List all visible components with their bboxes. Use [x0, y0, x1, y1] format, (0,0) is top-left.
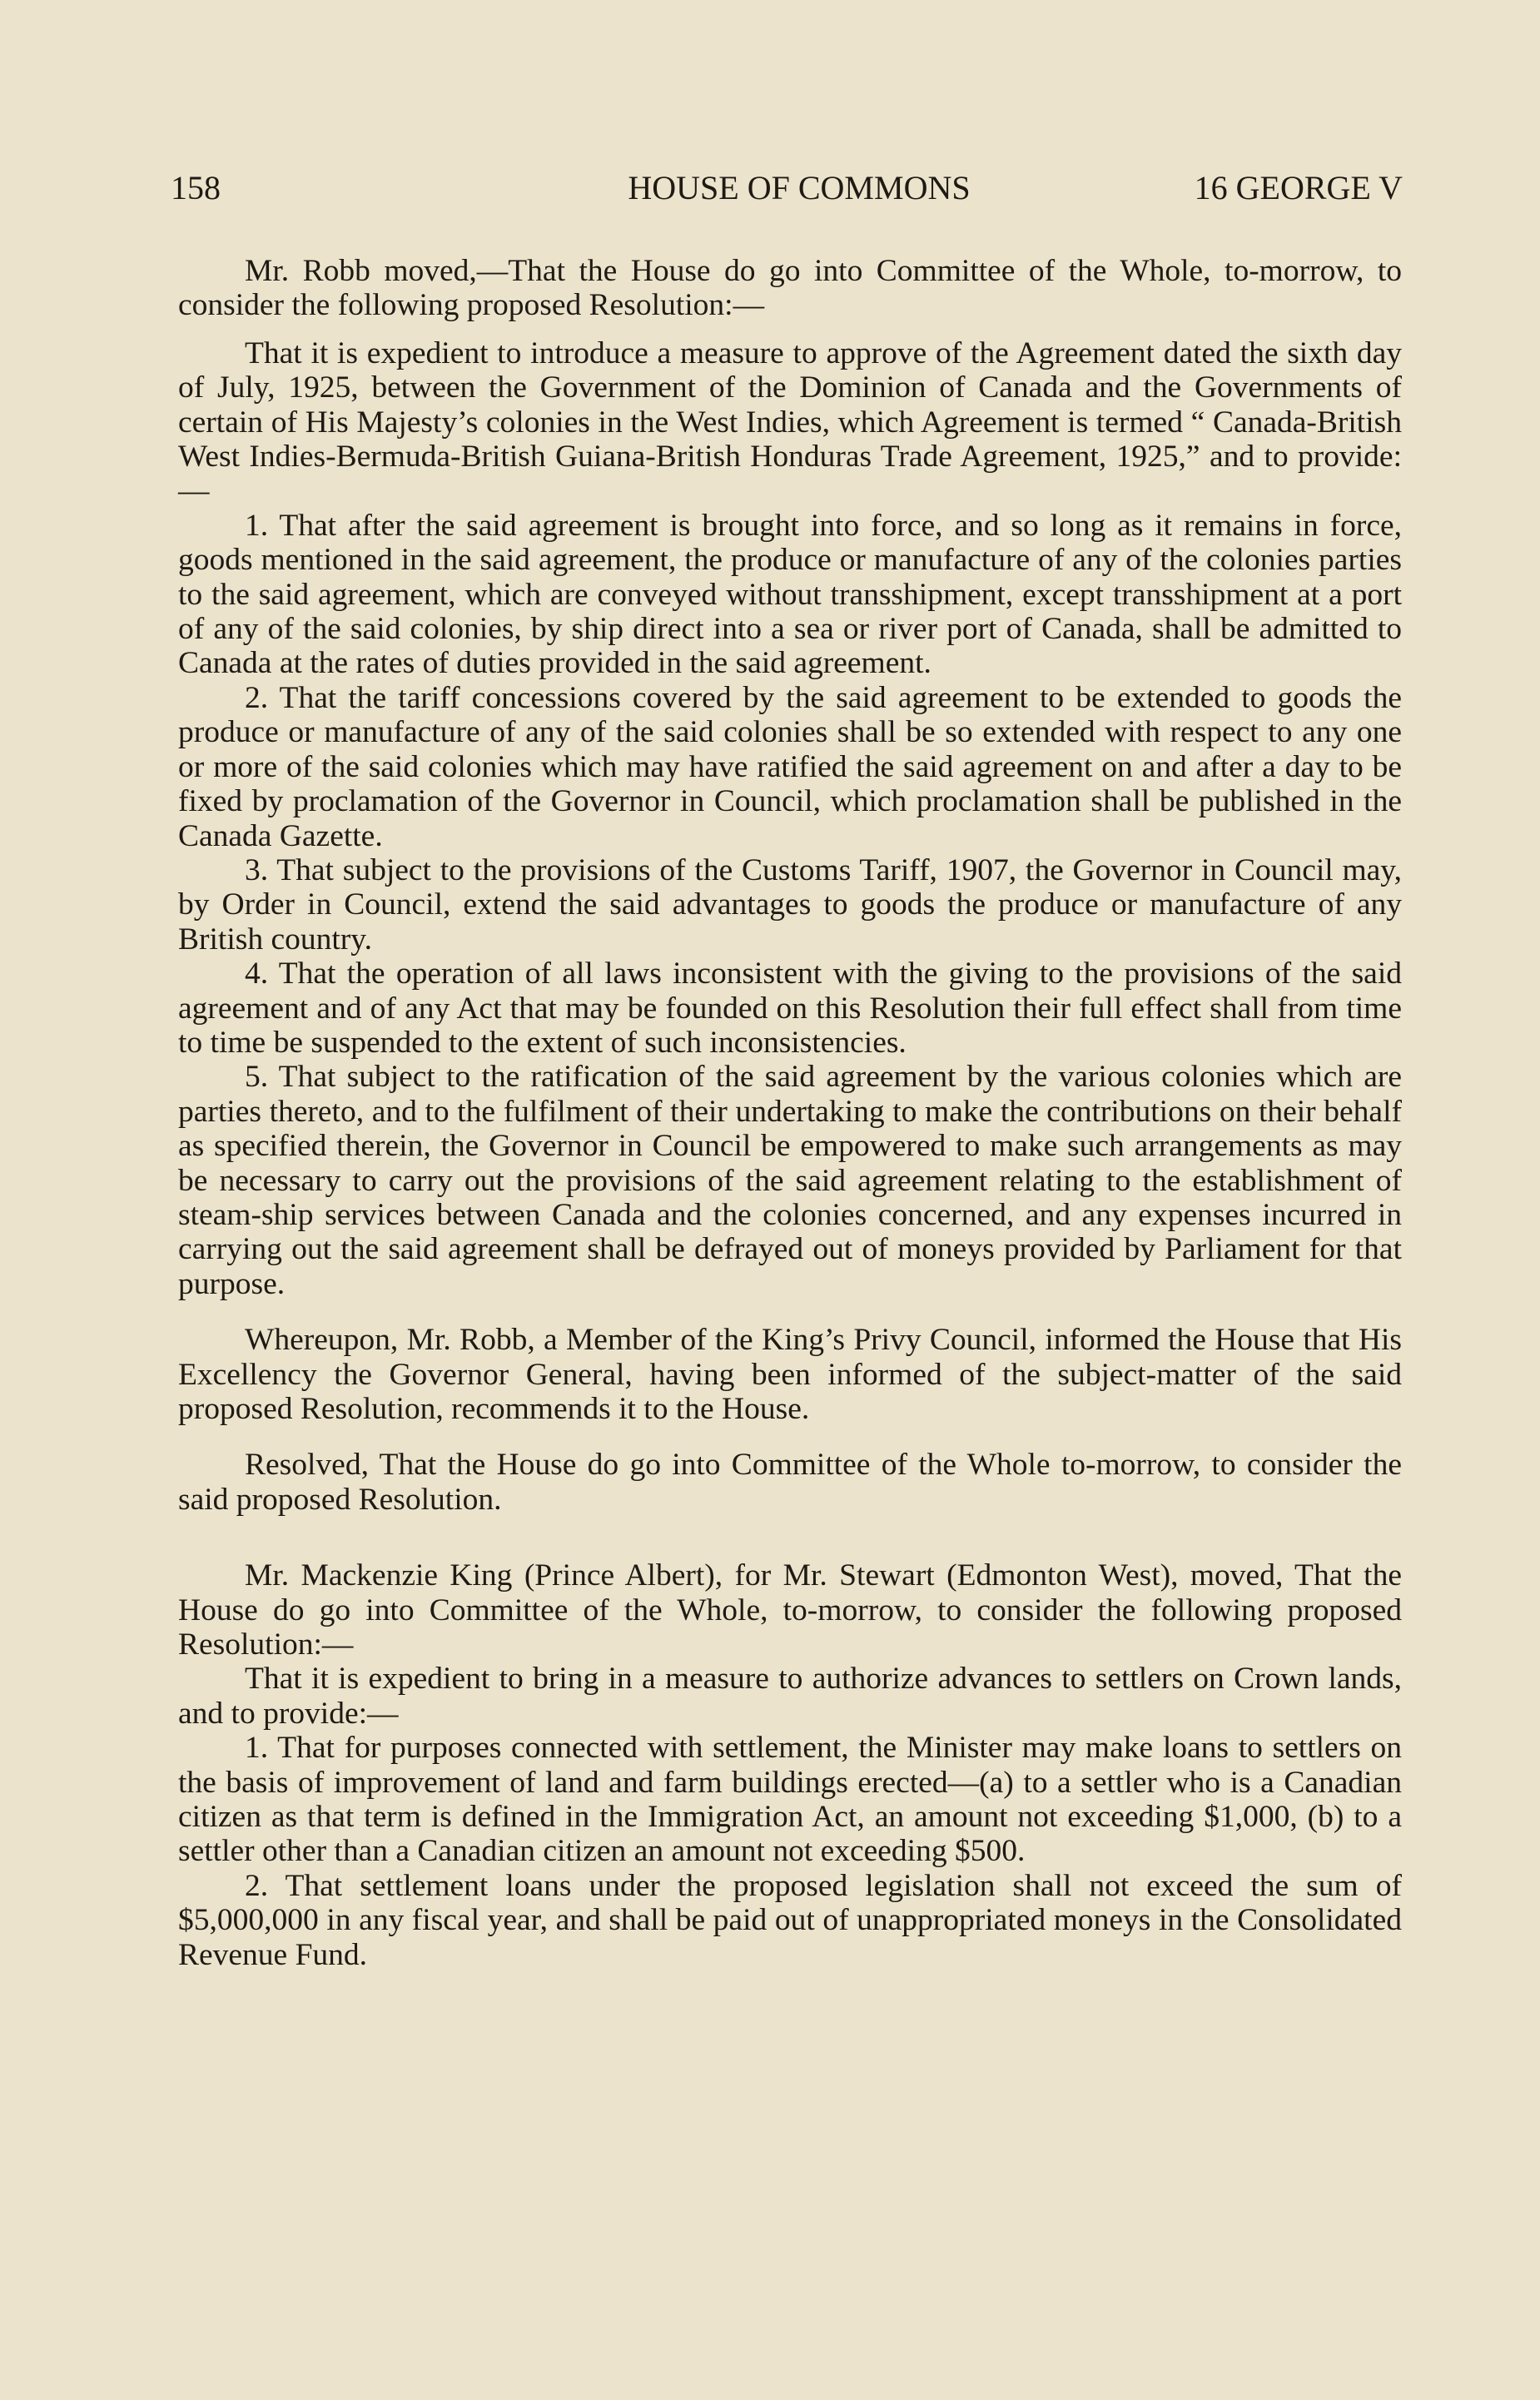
- resolution-paragraph-2: That it is expedient to bring in a measure to authorize advances to settlers on Crown lands, and to provide:—: [178, 1662, 1402, 1731]
- page-number: 158: [171, 169, 221, 206]
- motion-paragraph-2: Mr. Mackenzie King (Prince Albert), for Mr. Stewart (Edmonton West), moved, That the House do go into Committee of the Whole, to-morrow, to consider the following proposed Resolution:—: [178, 1558, 1402, 1662]
- page-header: [171, 163, 1403, 213]
- resolution-clause-2: 2. That the tariff concessions covered by the said agreement to be extended to goods the produce or manufacture of any of the said colonies shall be so extended with respect to any one or more of the said colonies which may have ratified the said agreement on and after a day to be fixed by proclamation of the Governor in Council, which proclamation shall be published in the Canada Gazette.: [178, 680, 1402, 853]
- resolution-clause-3: 3. That subject to the provisions of the Customs Tariff, 1907, the Governor in Council may, by Order in Council, extend the said advantages to goods the produce or manufacture of any British country.: [178, 852, 1402, 957]
- loans-clause-1: 1. That for purposes connected with settlement, the Minister may make loans to settlers on the basis of improvement of land and farm buildings erected—(a) to a settler who is a Canadian citizen as that term is defined in the Immigration Act, an amount not exceeding $1,000, (b) to a settler other than a Canadian citizen an amount not exceeding $500.: [178, 1731, 1402, 1869]
- motion-paragraph: Mr. Robb moved,—That the House do go into Committee of the Whole, to-morrow, to consider the following proposed Resolution:—: [178, 254, 1402, 323]
- resolution-clause-4: 4. That the operation of all laws inconsistent with the giving to the provisions of the said agreement and of any Act that may be founded on this Resolution their full effect shall from time to time be suspended to the extent of such inconsistencies.: [178, 957, 1402, 1060]
- loans-clause-2: 2. That settlement loans under the proposed legislation shall not exceed the sum of $5,000,000 in any fiscal year, and shall be paid out of unappropriated moneys in the Consolidated Revenue Fund.: [178, 1868, 1402, 1972]
- page-body: [178, 254, 1402, 1972]
- resolution-clause-1: 1. That after the said agreement is brought into force, and so long as it remains in force, goods mentioned in the said agreement, the produce or manufacture of any of the colonies parties to the said agreement, which are conveyed without transshipment, except transshipment at a port of any of the said colonies, by ship direct into a sea or river port of Canada, shall be admitted to Canada at the rates of duties provided in the said agreement.: [178, 508, 1402, 681]
- resolution-paragraph: That it is expedient to introduce a measure to approve of the Agreement dated the sixth day of July, 1925, between the Government of the Dominion of Canada and the Governments of certain of His Majesty’s colonies in the West Indies, which Agreement is termed “ Canada-British West Indies-Bermuda-British Guiana-British Honduras Trade Agreement, 1925,” and to provide:—: [178, 335, 1402, 509]
- running-title: HOUSE OF COMMONS: [628, 169, 971, 206]
- resolution-clause-5: 5. That subject to the ratification of the said agreement by the various colonies which are parties thereto, and to the fulfilment of their undertaking to make the contributions on their behalf as specified therein, the Governor in Council be empowered to make such arrangements as may be necessary to carry out the provisions of the said agreement relating to the establishment of steam-ship services between Canada and the colonies concerned, and any expenses incurred in carrying out the said agreement shall be defrayed out of moneys provided by Parliament for that purpose.: [178, 1060, 1402, 1301]
- recommendation-paragraph: Whereupon, Mr. Robb, a Member of the King’s Privy Council, informed the House that His Excellency the Governor General, having been informed of the subject-matter of the said proposed Resolution, recommends it to the House.: [178, 1323, 1402, 1426]
- regnal-year: 16 GEORGE V: [1194, 169, 1403, 206]
- resolved-paragraph: Resolved, That the House do go into Committee of the Whole to-morrow, to consider the said proposed Resolution.: [178, 1448, 1402, 1517]
